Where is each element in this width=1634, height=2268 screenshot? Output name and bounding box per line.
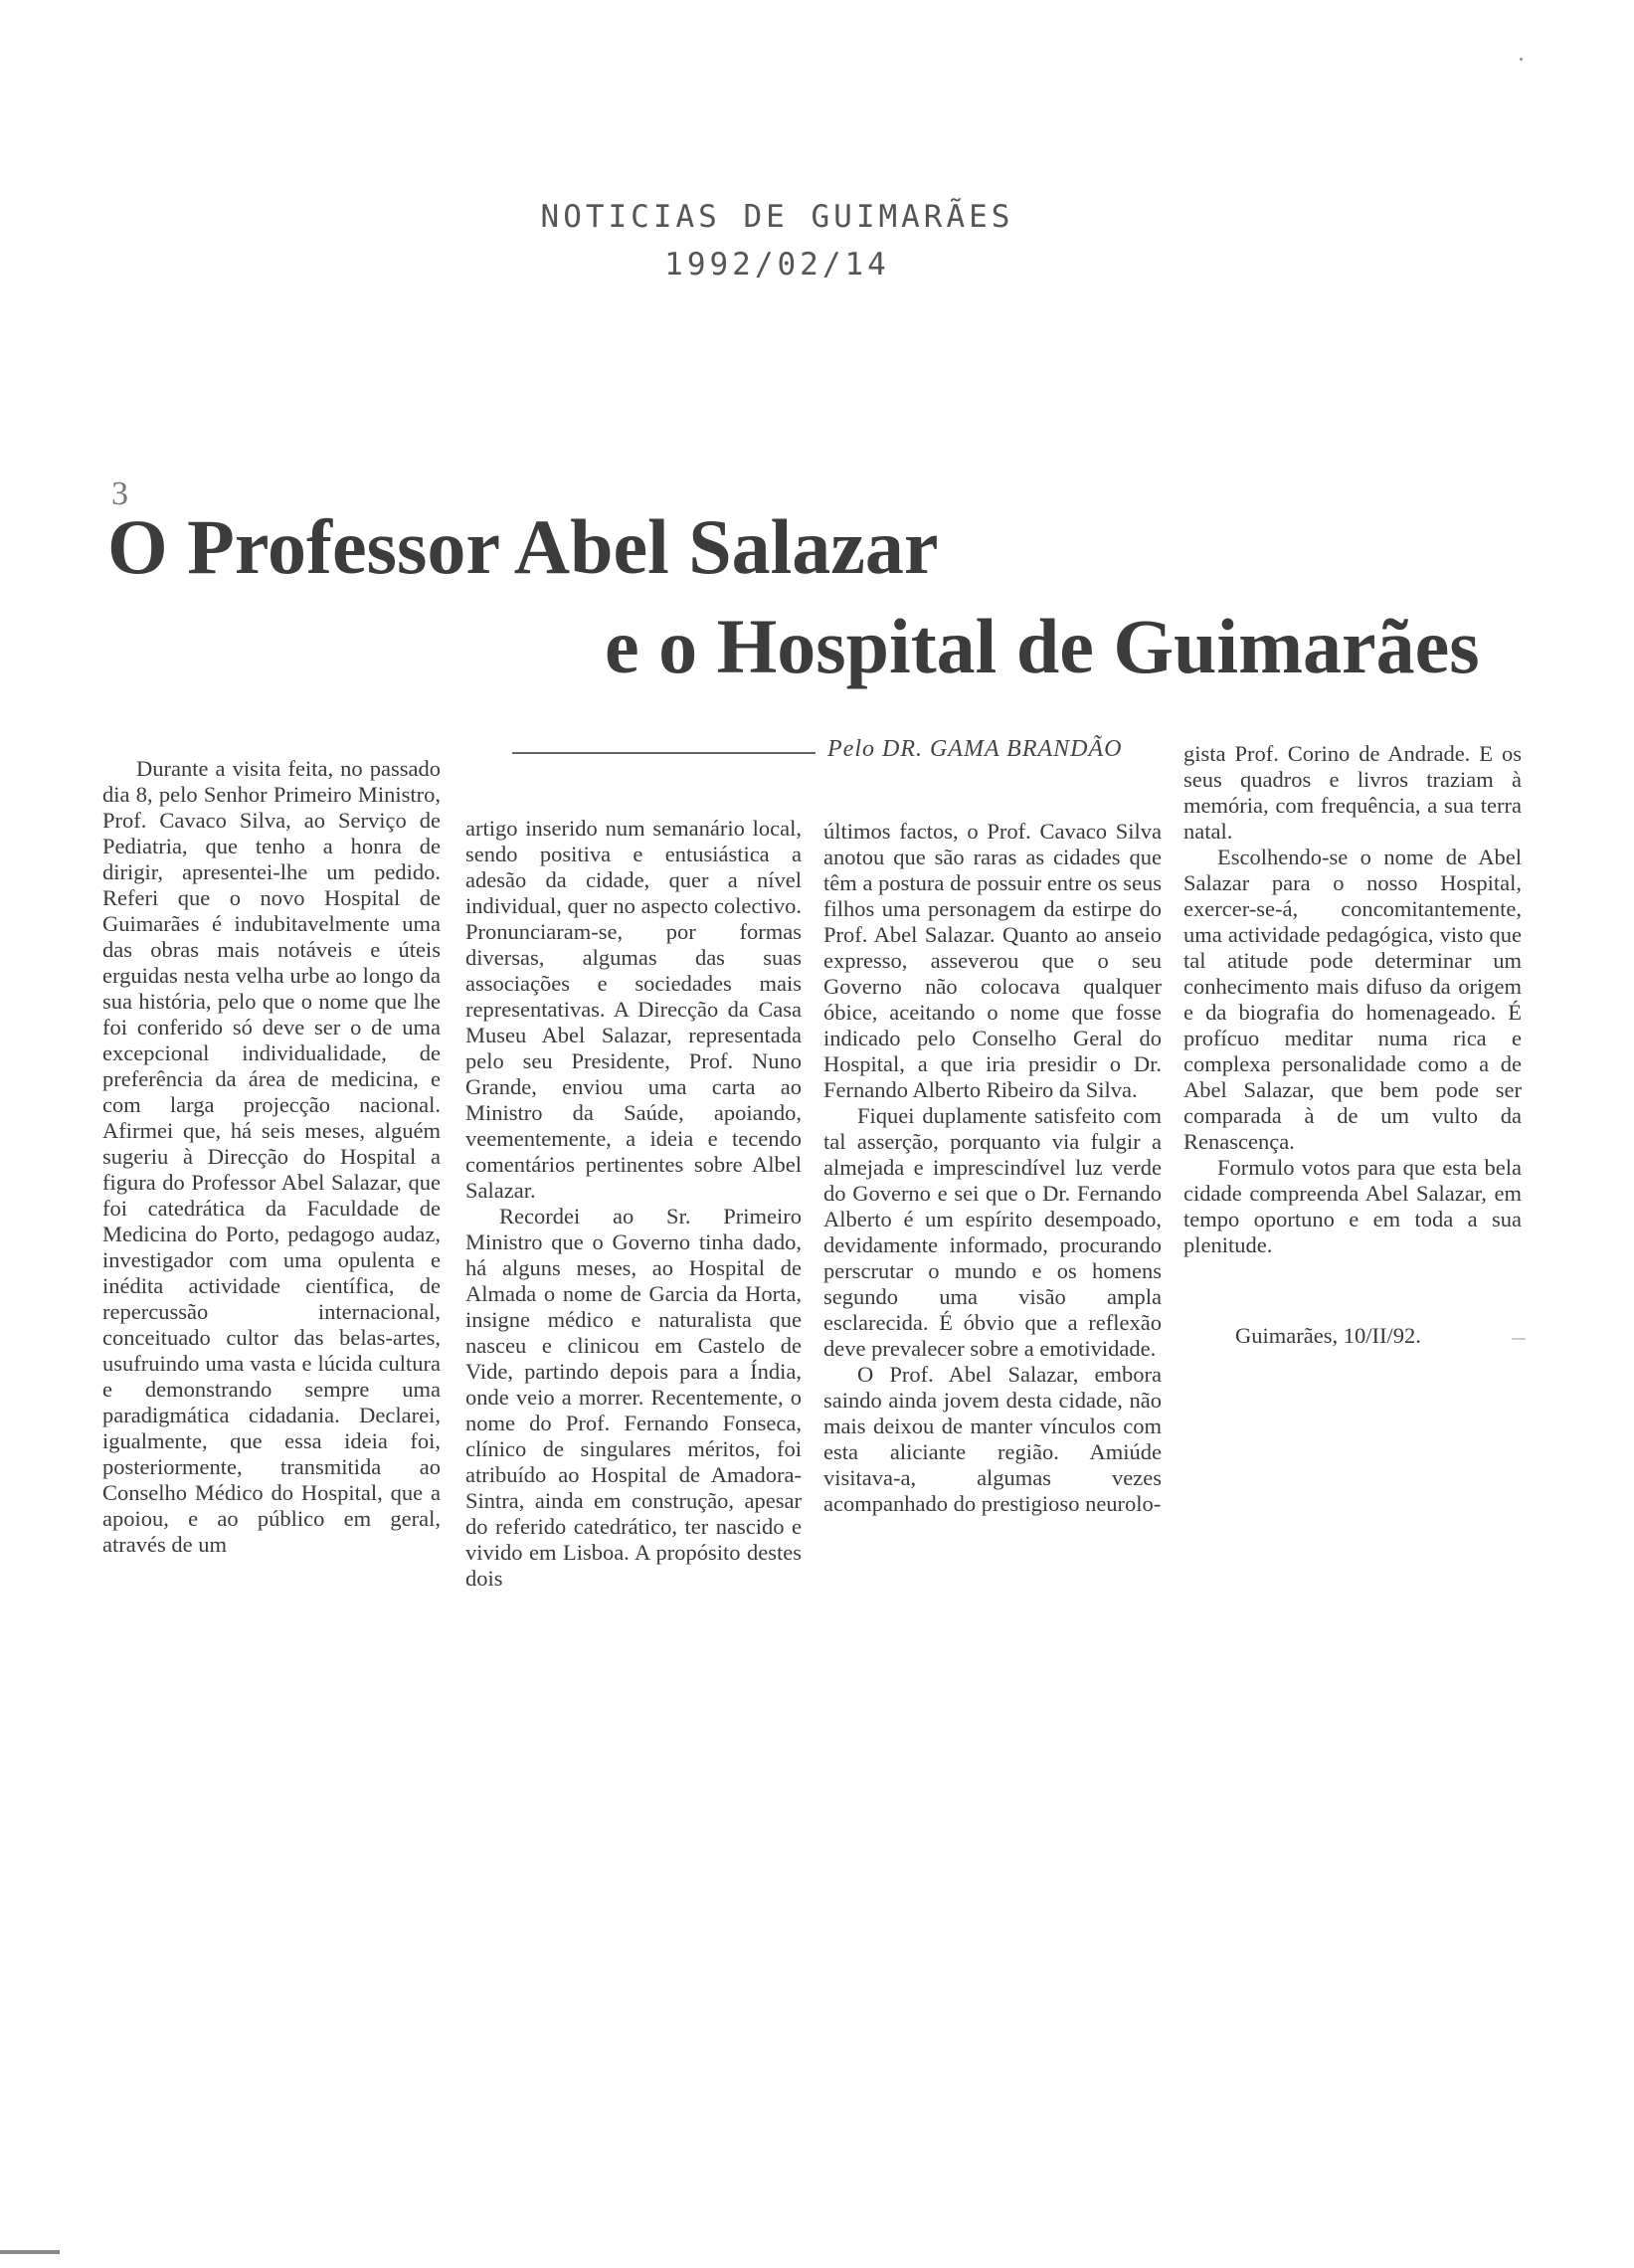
article-column-3 (823, 819, 1162, 1654)
article-column-1 (102, 756, 441, 1661)
masthead-date: 1992/02/14 (664, 247, 890, 283)
paragraph: artigo inserido num semanário local, sendo positiva e entusiástica a adesão da cidade, quer a nível individual, quer no aspecto colectivo. Pronunciaram-se, por formas diversas, algumas das suas associações e sociedades mais representativas. A Direcção da Casa Museu Abel Salazar, representada pelo seu Presidente, Prof. Nuno Grande, enviou uma carta ao Ministro da Saúde, apoiando, veementemente, a ideia e tecendo comentários pertinentes sobre Albel Salazar. (465, 816, 802, 1203)
byline-rule (512, 752, 816, 754)
paragraph: Recordei ao Sr. Primeiro Ministro que o Governo tinha dado, há alguns meses, ao Hospital de Almada o nome de Garcia da Horta, insigne médico e naturalista que nasceu e clinicou em Castelo de Vide, partindo depois para a Índia, onde veio a morrer. Recentemente, o nome do Prof. Fernando Fonseca, clínico de singulares méritos, foi atribuído ao Hospital de Amadora-Sintra, ainda em construção, apesar do referido catedrático, ter nascido e vivido em Lisboa. A propósito destes dois (465, 1204, 802, 1591)
scan-edge-mark (0, 2250, 60, 2254)
paragraph: Durante a visita feita, no passado dia 8, pelo Senhor Primeiro Ministro, Prof. Cavaco Silva, ao Serviço de Pediatria, que tenho a honra de dirigir, apresentei-lhe um pedido. Referi que o novo Hospital de Guimarães é indubitavelmente uma das obras mais notáveis e úteis erguidas nesta velha urbe ao longo da sua história, pelo que o nome que lhe foi conferido só deve ser o de uma excepcional individualidade, de preferência da área de medicina, e com larga projecção nacional. Afirmei que, há seis meses, alguém sugeriu à Direcção do Hospital a figura do Professor Abel Salazar, que foi catedrática da Faculdade de Medicina do Porto, pedagogo audaz, investigador com uma opulenta e inédita actividade científica, de repercussão internacional, conceituado cultor das belas-artes, usufruindo uma vasta e lúcida cultura e demonstrando sempre uma paradigmática cidadania. Declarei, igualmente, que essa ideia foi, posteriormente, transmitida ao Conselho Médico do Hospital, que a apoiou, e ao público em geral, através de um (102, 756, 441, 1557)
scan-speck (1520, 58, 1523, 61)
headline-line-1: O Professor Abel Salazar (107, 503, 939, 590)
paragraph: últimos factos, o Prof. Cavaco Silva anotou que são raras as cidades que têm a postura de possuir entre os seus filhos uma personagem da estirpe do Prof. Abel Salazar. Quanto ao anseio expresso, asseverou que o seu Governo não colocava qualquer óbice, aceitando o nome que fosse indicado pelo Conselho Geral do Hospital, a que iria presidir o Dr. Fernando Alberto Ribeiro da Silva. (823, 819, 1162, 1102)
article-column-2 (465, 816, 802, 1671)
headline-line-2: e o Hospital de Guimarães (605, 603, 1480, 689)
paragraph: Escolhendo-se o nome de Abel Salazar para o nosso Hospital, exercer-se-á, concomitantemente, uma actividade pedagógica, visto que tal atitude pode determinar um conhecimento mais difuso da origem e da biografia do homenageado. É profícuo meditar numa rica e complexa personalidade como a de Abel Salazar, que bem pode ser comparada à de um vulto da Renascença. (1183, 845, 1522, 1154)
byline: Pelo DR. GAMA BRANDÃO (827, 736, 1123, 762)
paragraph: gista Prof. Corino de Andrade. E os seus quadros e livros traziam à memória, com frequência, a sua terra natal. (1183, 741, 1522, 844)
signoff-place-date: Guimarães, 10/II/92. (1235, 1323, 1421, 1348)
paragraph: Formulo votos para que esta bela cidade compreenda Abel Salazar, em tempo oportuno e em toda a sua plenitude. (1183, 1155, 1522, 1257)
paragraph: Fiquei duplamente satisfeito com tal asserção, porquanto via fulgir a almejada e imprescindível luz verde do Governo e sei que o Dr. Fernando Alberto é um espírito desempoado, devidamente informado, procurando perscrutar o mundo e os homens segundo uma visão ampla esclarecida. É óbvio que a reflexão deve prevalecer sobre a emotividade. (823, 1103, 1162, 1361)
paragraph: O Prof. Abel Salazar, embora saindo ainda jovem desta cidade, não mais deixou de manter vínculos com esta aliciante região. Amiúde visitava-a, algumas vezes acompanhado do prestigioso neurolo- (823, 1362, 1162, 1516)
masthead-title: NOTICIAS DE GUIMARÃES (540, 199, 1014, 235)
article-column-4 (1183, 741, 1522, 1358)
scan-speck (1512, 1338, 1526, 1340)
handwritten-mark: 3 (111, 475, 128, 512)
